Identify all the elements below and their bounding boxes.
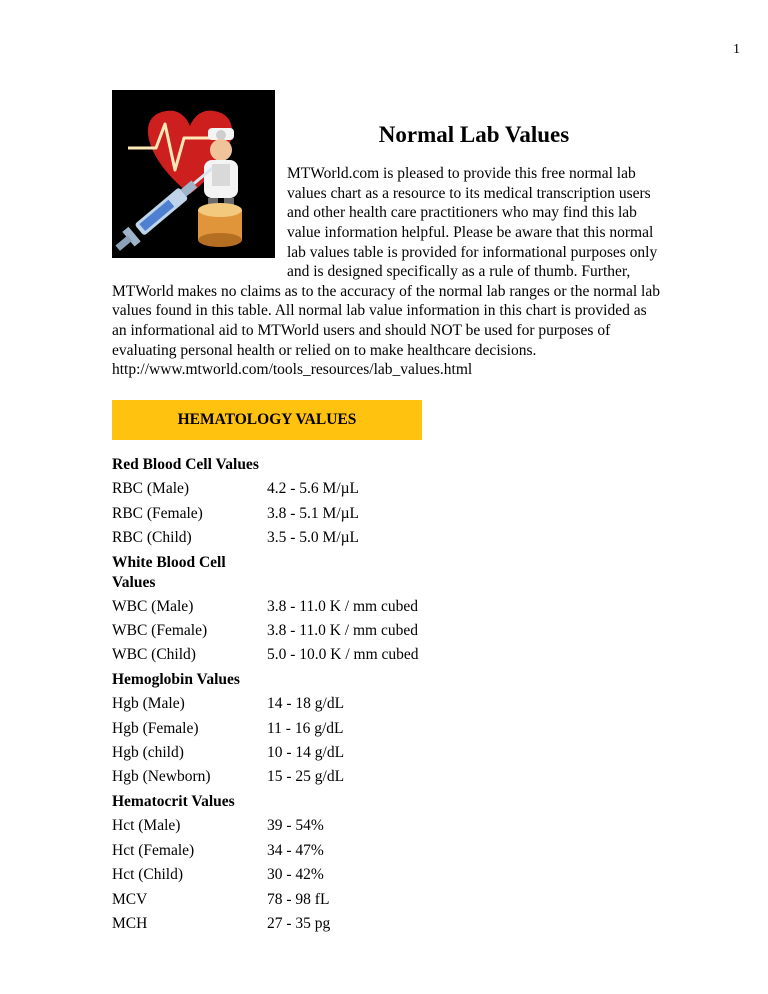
medical-clipart-image: [112, 90, 275, 258]
lab-label: Hct (Female): [112, 841, 195, 859]
lab-label: Hgb (child): [112, 744, 184, 762]
lab-row: [112, 619, 661, 643]
section-heading: White Blood Cell Values: [112, 554, 226, 591]
lab-value: 10 - 14 g/dL: [267, 744, 345, 762]
lab-value: 30 - 42%: [267, 866, 324, 884]
lab-row: [112, 814, 661, 838]
lab-label: WBC (Female): [112, 621, 208, 639]
lab-value: 3.8 - 11.0 K / mm cubed: [267, 621, 418, 639]
lab-label: WBC (Child): [112, 646, 196, 664]
lab-row: [112, 502, 661, 526]
lab-label: Hct (Child): [112, 866, 184, 884]
lab-row: [112, 717, 661, 741]
lab-value: 39 - 54%: [267, 817, 324, 835]
lab-row: [112, 741, 661, 765]
lab-value: 4.2 - 5.6 M/µL: [267, 480, 360, 498]
intro-paragraph: MTWorld.com is pleased to provide this free normal lab values chart as a resource to its medical transcription users and other health care practitioners who may find this lab value information helpful. Please be aware that this normal lab values table is provided for informational purposes only and is designed specifically as a rule of thumb. Further, MTWorld makes no claims as to the accuracy of the normal lab ranges or the normal lab values found in this table. All normal lab value information in this chart is provided as an informational aid to MTWorld users and should NOT be used for purposes of evaluating personal health or relied on to make healthcare decisions.: [112, 165, 660, 359]
lab-row: [112, 477, 661, 501]
page-number: 1: [733, 42, 740, 57]
lab-label: RBC (Female): [112, 504, 203, 522]
lab-value: 3.5 - 5.0 M/µL: [267, 529, 360, 547]
lab-row: [112, 526, 661, 550]
lab-value: 3.8 - 5.1 M/µL: [267, 504, 360, 522]
lab-row: [112, 692, 661, 716]
lab-row: [112, 765, 661, 789]
lab-value: 34 - 47%: [267, 841, 324, 859]
lab-value: 15 - 25 g/dL: [267, 768, 345, 786]
lab-label: Hgb (Newborn): [112, 768, 211, 786]
lab-label: MCV: [112, 890, 148, 908]
lab-value: 11 - 16 g/dL: [267, 719, 344, 737]
lab-row: [112, 839, 661, 863]
lab-row: [112, 595, 661, 619]
lab-label: WBC (Male): [112, 597, 194, 615]
lab-label: RBC (Male): [112, 480, 190, 498]
heart-ekg-syringe-illustration: [112, 90, 275, 258]
section-heading: Hematocrit Values: [112, 793, 235, 811]
lab-value: 14 - 18 g/dL: [267, 695, 345, 713]
lab-value: 78 - 98 fL: [267, 890, 330, 908]
lab-values-table: [112, 453, 661, 937]
lab-label: Hgb (Male): [112, 695, 185, 713]
lab-row: [112, 643, 661, 667]
lab-label: Hgb (Female): [112, 719, 199, 737]
lab-label: MCH: [112, 915, 148, 933]
drum-icon: [198, 203, 242, 247]
section-heading: Red Blood Cell Values: [112, 456, 259, 474]
section-heading: Hemoglobin Values: [112, 671, 240, 689]
page-title: Normal Lab Values: [378, 122, 570, 147]
document-content: [112, 90, 661, 936]
hematology-banner: HEMATOLOGY VALUES: [112, 400, 422, 440]
lab-value: 27 - 35 pg: [267, 915, 331, 933]
source-url: http://www.mtworld.com/tools_resources/lab_values.html: [112, 361, 473, 379]
lab-value: 3.8 - 11.0 K / mm cubed: [267, 597, 418, 615]
lab-label: RBC (Child): [112, 529, 192, 547]
lab-row: [112, 912, 661, 936]
lab-value: 5.0 - 10.0 K / mm cubed: [267, 646, 419, 664]
lab-label: Hct (Male): [112, 817, 181, 835]
lab-row: [112, 888, 661, 912]
lab-row: [112, 863, 661, 887]
